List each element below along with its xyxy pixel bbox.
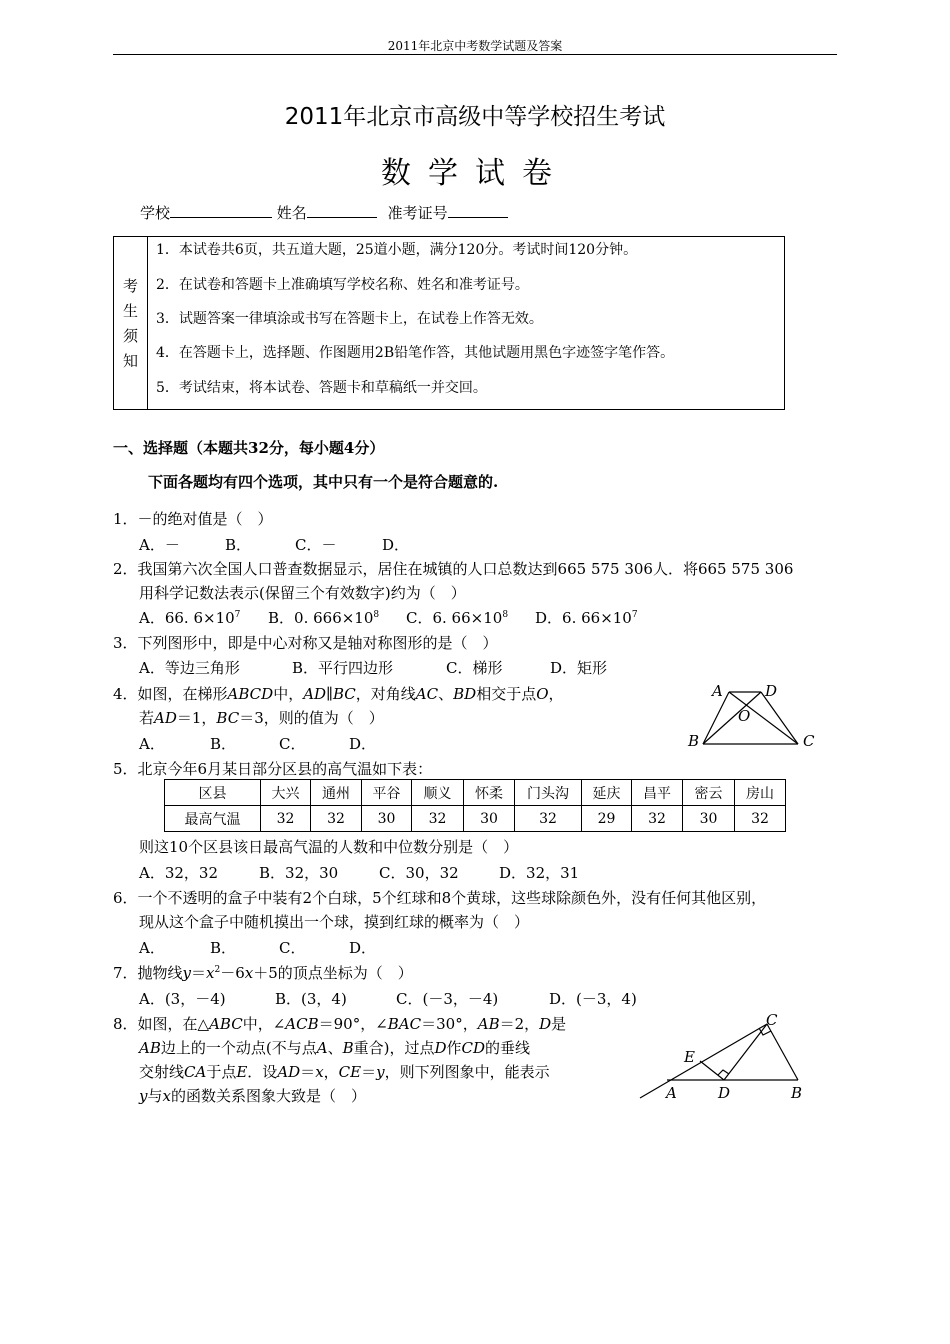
question-3-option-d: D．矩形 bbox=[550, 659, 608, 677]
question-1-stem: 1．－的绝对值是（ ） bbox=[113, 510, 273, 528]
question-4-option-b: B． bbox=[210, 735, 237, 753]
option-exponent: 8 bbox=[373, 610, 380, 620]
question-3-option-a: A．等边三角形 bbox=[139, 659, 240, 677]
table-header-row bbox=[165, 780, 786, 806]
table-row bbox=[165, 806, 786, 832]
point-label-b: B bbox=[688, 732, 700, 750]
table-cell: 30 bbox=[683, 806, 735, 832]
question-2-option-b bbox=[268, 607, 379, 628]
question-2-option-c bbox=[406, 607, 508, 628]
question-3-stem: 3．下列图形中，即是中心对称又是轴对称图形的是（ ） bbox=[113, 634, 498, 652]
option-text: C．6. 66×10 bbox=[406, 609, 503, 627]
table-cell: 32 bbox=[412, 806, 464, 832]
exam-title: 2011年北京市高级中等学校招生考试 bbox=[284, 104, 666, 130]
section-intro: 下面各题均有四个选项，其中只有一个是符合题意的. bbox=[148, 473, 499, 491]
question-5-option-c: C．30，32 bbox=[379, 864, 459, 882]
ticket-label: 准考证号 bbox=[387, 204, 448, 222]
table-cell: 32 bbox=[735, 806, 786, 832]
question-6-option-d: D． bbox=[349, 939, 377, 957]
question-6-option-b: B． bbox=[210, 939, 237, 957]
question-5-option-b: B．32，30 bbox=[259, 864, 339, 882]
point-label-d: D bbox=[765, 682, 778, 700]
info-fields bbox=[140, 202, 508, 223]
table-cell: 32 bbox=[632, 806, 683, 832]
question-8-line-4: y与x的函数关系图象大致是（ ） bbox=[139, 1087, 366, 1105]
candidate-notice bbox=[113, 236, 785, 410]
question-5-question: 则这10个区县该日最高气温的人数和中位数分别是（ ） bbox=[139, 838, 519, 856]
notice-item: 4．在答题卡上，选择题、作图题用2B铅笔作答，其他试题用黑色字迹签字笔作答。 bbox=[156, 345, 675, 361]
temperature-table bbox=[164, 779, 786, 832]
question-6-option-a: A． bbox=[139, 939, 165, 957]
question-2-line-2: 用科学记数法表示(保留三个有效数字)约为（ ） bbox=[139, 584, 466, 602]
point-label-b: B bbox=[791, 1084, 803, 1102]
option-text: B．0. 666×10 bbox=[268, 609, 374, 627]
table-cell: 顺义 bbox=[412, 780, 464, 806]
question-6-option-c: C． bbox=[279, 939, 306, 957]
question-4-line-2: 若AD＝1，BC＝3，则的值为（ ） bbox=[139, 709, 384, 727]
question-4-line-1: 4．如图，在梯形ABCD中，AD∥BC，对角线AC、BD相交于点O， bbox=[113, 685, 564, 703]
table-cell: 大兴 bbox=[261, 780, 311, 806]
question-7-option-d: D．(－3，4) bbox=[549, 990, 637, 1008]
notice-label-char: 生 bbox=[123, 302, 139, 320]
notice-item: 5．考试结束，将本试卷、答题卡和草稿纸一并交回。 bbox=[156, 380, 487, 396]
question-2-option-d bbox=[535, 607, 638, 628]
question-8-line-2: AB边上的一个动点(不与点A、B重合)，过点D作CD的垂线 bbox=[139, 1039, 531, 1057]
question-5-option-d: D．32，31 bbox=[499, 864, 580, 882]
table-cell: 平谷 bbox=[362, 780, 412, 806]
question-2-line-1: 2．我国第六次全国人口普查数据显示，居住在城镇的人口总数达到665 575 306人．将665 575 306 bbox=[113, 560, 794, 578]
name-blank[interactable] bbox=[307, 203, 377, 218]
question-3-option-c: C．梯形 bbox=[446, 659, 503, 677]
question-7-option-c: C．(－3，－4) bbox=[396, 990, 499, 1008]
notice-item: 1．本试卷共6页，共五道大题，25道小题，满分120分。考试时间120分钟。 bbox=[156, 242, 638, 258]
running-header: 2011年北京中考数学试题及答案 bbox=[387, 39, 563, 53]
point-label-c: C bbox=[766, 1011, 778, 1029]
point-label-o: O bbox=[738, 707, 751, 725]
notice-label-char: 须 bbox=[123, 327, 139, 345]
option-text: A．66. 6×10 bbox=[139, 609, 235, 627]
question-4-option-a: A． bbox=[139, 735, 165, 753]
table-cell: 最高气温 bbox=[165, 806, 261, 832]
table-cell: 32 bbox=[515, 806, 582, 832]
option-text: D．6. 66×10 bbox=[535, 609, 632, 627]
segment-de bbox=[700, 1061, 724, 1080]
question-7-option-b: B．(3，4) bbox=[275, 990, 347, 1008]
point-label-a: A bbox=[666, 1084, 677, 1102]
point-label-c: C bbox=[803, 732, 815, 750]
triangle-figure bbox=[630, 1008, 820, 1108]
header-rule bbox=[113, 54, 837, 55]
option-exponent: 7 bbox=[631, 610, 638, 620]
question-8-line-3: 交射线CA于点E．设AD＝x，CE＝y，则下列图象中，能表示 bbox=[139, 1063, 550, 1081]
question-2-option-a bbox=[139, 607, 240, 628]
table-cell: 怀柔 bbox=[464, 780, 515, 806]
table-cell: 30 bbox=[464, 806, 515, 832]
question-3-option-b: B．平行四边形 bbox=[292, 659, 394, 677]
notice-label-char: 考 bbox=[123, 277, 139, 295]
question-5-stem: 5．北京今年6月某日部分区县的高气温如下表： bbox=[113, 760, 433, 778]
question-1-option-d: D． bbox=[382, 536, 410, 554]
table-cell: 昌平 bbox=[632, 780, 683, 806]
option-exponent: 7 bbox=[234, 610, 241, 620]
table-cell: 门头沟 bbox=[515, 780, 582, 806]
table-cell: 延庆 bbox=[582, 780, 632, 806]
table-cell: 房山 bbox=[735, 780, 786, 806]
table-cell: 区县 bbox=[165, 780, 261, 806]
ticket-blank[interactable] bbox=[448, 203, 508, 218]
table-cell: 32 bbox=[261, 806, 311, 832]
segment-cd bbox=[724, 1024, 767, 1080]
question-4-option-c: C． bbox=[279, 735, 306, 753]
question-1-option-c: C．－ bbox=[295, 536, 337, 554]
section-heading: 一、选择题（本题共32分，每小题4分） bbox=[113, 439, 385, 457]
table-cell: 密云 bbox=[683, 780, 735, 806]
question-5-option-a: A．32，32 bbox=[139, 864, 219, 882]
question-7-option-a: A．(3，－4) bbox=[139, 990, 226, 1008]
right-angle-mark-d bbox=[718, 1070, 729, 1075]
exam-subtitle: 数学试卷 bbox=[381, 156, 569, 191]
notice-label-char: 知 bbox=[123, 352, 139, 370]
question-6-line-2: 现从这个盒子中随机摸出一个球，摸到红球的概率为（ ） bbox=[139, 913, 530, 931]
segment-cb bbox=[767, 1024, 798, 1080]
point-label-e: E bbox=[684, 1048, 695, 1066]
table-cell: 30 bbox=[362, 806, 412, 832]
option-exponent: 8 bbox=[502, 610, 509, 620]
school-blank[interactable] bbox=[170, 203, 272, 218]
table-cell: 32 bbox=[311, 806, 362, 832]
ray-ca bbox=[640, 1024, 767, 1098]
question-1-option-a: A．－ bbox=[139, 536, 180, 554]
point-label-d: D bbox=[718, 1084, 731, 1102]
question-4-option-d: D． bbox=[349, 735, 377, 753]
point-label-a: A bbox=[712, 682, 723, 700]
question-7-stem: 7．抛物线$y=x^2-6x+5$的顶点坐标为（ ） bbox=[113, 964, 413, 982]
name-label: 姓名 bbox=[276, 204, 307, 222]
school-label: 学校 bbox=[140, 204, 171, 222]
notice-item: 2．在试卷和答题卡上准确填写学校名称、姓名和准考证号。 bbox=[156, 277, 529, 293]
notice-item: 3．试题答案一律填涂或书写在答题卡上，在试卷上作答无效。 bbox=[156, 311, 543, 327]
question-1-option-b: B． bbox=[225, 536, 252, 554]
table-cell: 29 bbox=[582, 806, 632, 832]
table-cell: 通州 bbox=[311, 780, 362, 806]
question-6-line-1: 6．一个不透明的盒子中装有2个白球，5个红球和8个黄球，这些球除颜色外，没有任何其他区别， bbox=[113, 889, 767, 907]
trapezoid-figure bbox=[680, 676, 820, 756]
notice-label-column bbox=[114, 237, 148, 409]
question-8-line-1: 8．如图，在△ABC中，∠ACB＝90°，∠BAC＝30°，AB＝2，D是 bbox=[113, 1015, 567, 1033]
